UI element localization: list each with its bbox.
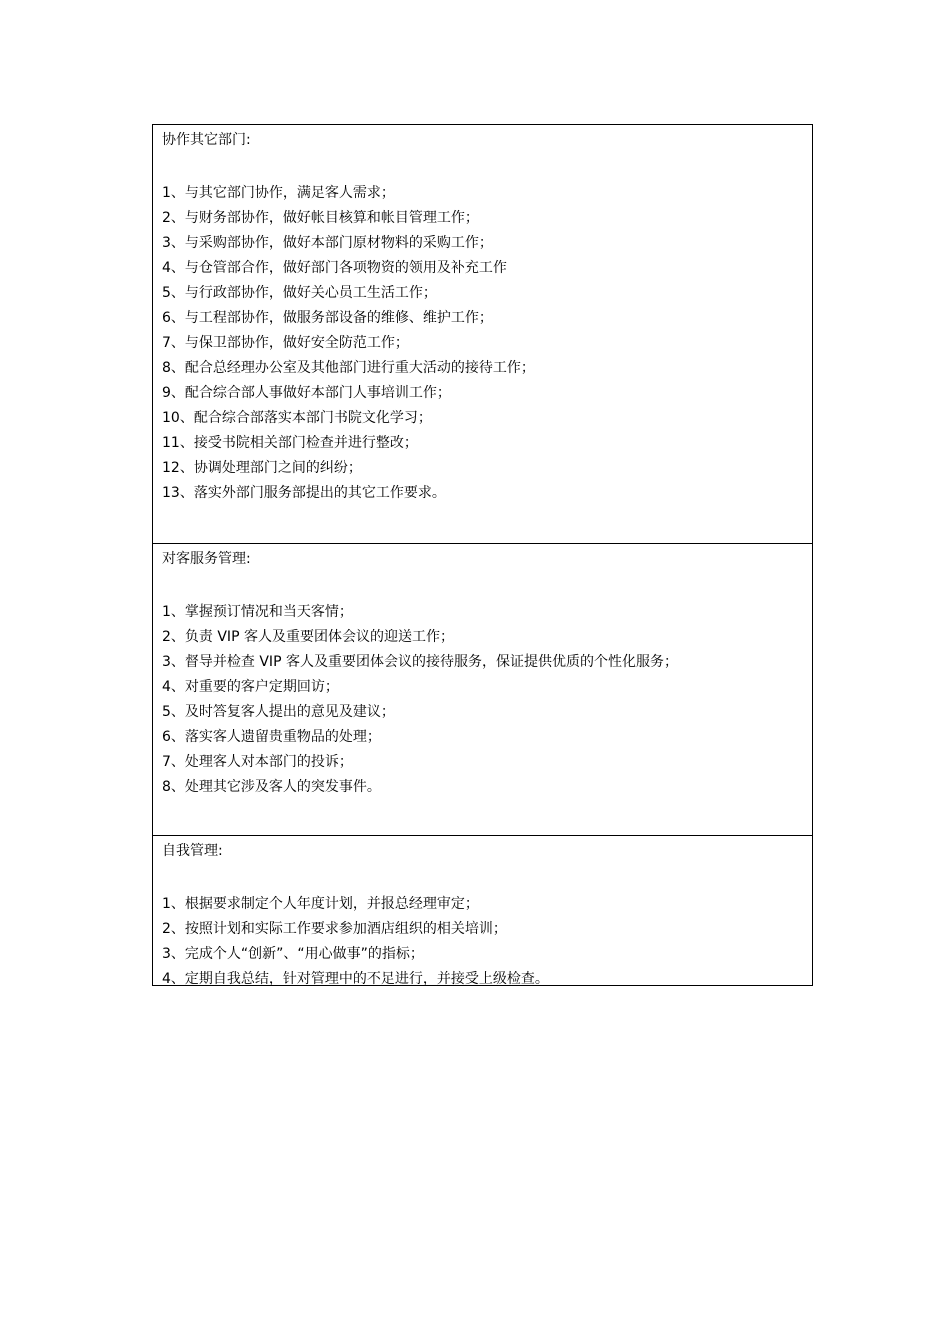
list-item: 4、与仓管部合作，做好部门各项物资的领用及补充工作 xyxy=(162,260,507,276)
list-item: 13、落实外部门服务部提出的其它工作要求。 xyxy=(162,485,446,501)
list-item: 7、处理客人对本部门的投诉； xyxy=(162,754,353,770)
list-item: 9、配合综合部人事做好本部门人事培训工作； xyxy=(162,385,451,401)
list-item: 3、完成个人“创新”、“用心做事”的指标； xyxy=(162,946,424,962)
list-item: 2、按照计划和实际工作要求参加酒店组织的相关培训； xyxy=(162,921,507,937)
section-title: 自我管理: xyxy=(162,843,223,859)
list-item: 1、根据要求制定个人年度计划，并报总经理审定； xyxy=(162,896,479,912)
list-item: 8、配合总经理办公室及其他部门进行重大活动的接待工作； xyxy=(162,360,535,376)
list-item: 4、定期自我总结，针对管理中的不足进行，并接受上级检查。 xyxy=(162,971,549,987)
section-title: 对客服务管理: xyxy=(162,551,251,567)
item-list xyxy=(162,892,812,992)
list-item: 11、接受书院相关部门检查并进行整改； xyxy=(162,435,418,451)
item-list xyxy=(162,600,812,800)
section-title: 协作其它部门: xyxy=(162,132,251,148)
list-item: 5、及时答复客人提出的意见及建议； xyxy=(162,704,395,720)
section-cooperation xyxy=(153,125,812,543)
list-item: 6、落实客人遗留贵重物品的处理； xyxy=(162,729,381,745)
list-item: 3、督导并检查 VIP 客人及重要团体会议的接待服务，保证提供优质的个性化服务； xyxy=(162,654,678,670)
section-guest-service xyxy=(153,543,812,835)
list-item: 12、协调处理部门之间的纠纷； xyxy=(162,460,362,476)
list-item: 4、对重要的客户定期回访； xyxy=(162,679,339,695)
list-item: 8、处理其它涉及客人的突发事件。 xyxy=(162,779,381,795)
list-item: 1、掌握预订情况和当天客情； xyxy=(162,604,353,620)
list-item: 2、与财务部协作，做好帐目核算和帐目管理工作； xyxy=(162,210,479,226)
list-item: 1、与其它部门协作，满足客人需求； xyxy=(162,185,395,201)
item-list xyxy=(162,181,812,506)
list-item: 7、与保卫部协作，做好安全防范工作； xyxy=(162,335,409,351)
list-item: 5、与行政部协作，做好关心员工生活工作； xyxy=(162,285,437,301)
list-item: 2、负责 VIP 客人及重要团体会议的迎送工作； xyxy=(162,629,454,645)
section-self-management xyxy=(153,835,812,985)
list-item: 3、与采购部协作，做好本部门原材物料的采购工作； xyxy=(162,235,493,251)
list-item: 10、配合综合部落实本部门书院文化学习； xyxy=(162,410,432,426)
responsibility-table xyxy=(152,124,813,986)
list-item: 6、与工程部协作，做服务部设备的维修、维护工作； xyxy=(162,310,493,326)
